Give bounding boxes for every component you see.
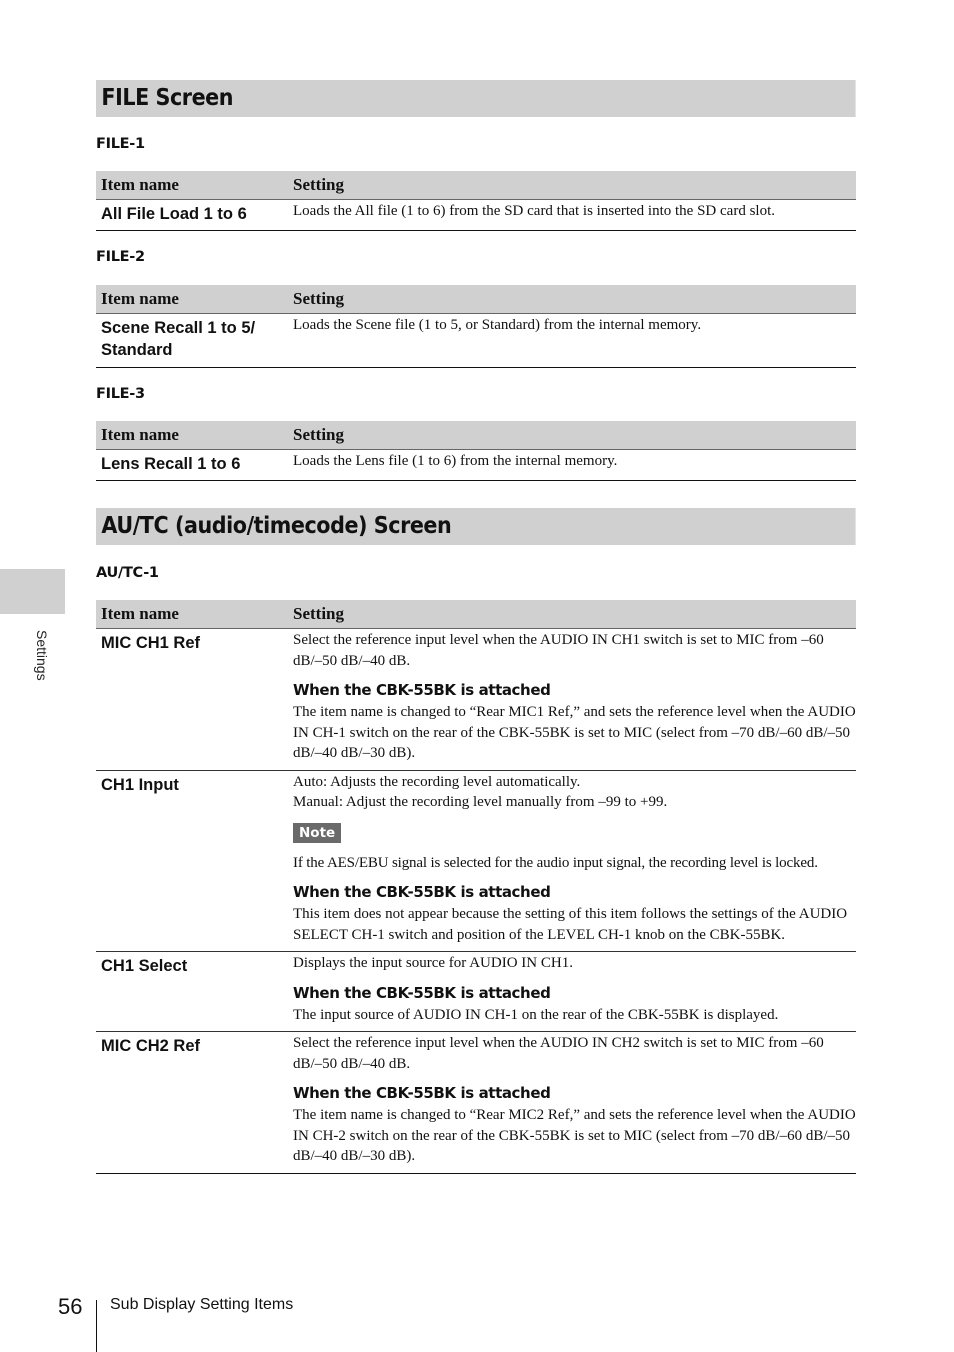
setting-description <box>288 314 856 368</box>
item-name: CH1 Select <box>96 952 288 1032</box>
note-text: If the AES/EBU signal is selected for the audio input signal, the recording level is locked. <box>293 854 818 871</box>
item-name: Scene Recall 1 to 5/ Standard <box>96 314 288 368</box>
table-row <box>96 952 856 1032</box>
file-2-table <box>96 285 856 368</box>
table-header-row <box>96 421 856 450</box>
column-header-setting: Setting <box>288 600 856 629</box>
column-header-setting: Setting <box>288 171 856 200</box>
note-badge: Note <box>293 823 341 843</box>
item-name: CH1 Input <box>96 770 288 952</box>
section-title-autc: AU/TC (audio/timecode) Screen <box>96 508 856 545</box>
table-row <box>96 450 856 481</box>
setting-description <box>288 629 856 771</box>
subhead-file-2: FILE-2 <box>96 249 145 265</box>
subhead-file-3: FILE-3 <box>96 386 145 402</box>
item-name: MIC CH1 Ref <box>96 629 288 771</box>
cbk-attached-text: This item does not appear because the setting of this item follows the settings of the AUDIO SELECT CH-1 switch and position of the LEVEL CH-1 knob on the CBK-55BK. <box>293 906 848 943</box>
column-header-item-name: Item name <box>96 600 288 629</box>
setting-description <box>288 450 856 481</box>
cbk-attached-heading: When the CBK-55BK is attached <box>293 1084 551 1102</box>
description-text: Loads the Lens file (1 to 6) from the internal memory. <box>293 453 618 469</box>
file-1-table <box>96 171 856 231</box>
footer-title: Sub Display Setting Items <box>110 1296 294 1313</box>
column-header-item-name: Item name <box>96 421 288 450</box>
description-text: Auto: Adjusts the recording level automatically. <box>293 773 581 790</box>
setting-description <box>288 200 856 231</box>
description-text: Displays the input source for AUDIO IN CH1. <box>293 955 573 971</box>
column-header-item-name: Item name <box>96 171 288 200</box>
column-header-setting: Setting <box>288 421 856 450</box>
column-header-item-name: Item name <box>96 285 288 314</box>
item-name: MIC CH2 Ref <box>96 1032 288 1174</box>
table-header-row <box>96 285 856 314</box>
setting-description <box>288 770 856 952</box>
cbk-attached-text: The input source of AUDIO IN CH-1 on the rear of the CBK-55BK is displayed. <box>293 1006 779 1023</box>
table-header-row <box>96 171 856 200</box>
item-name: Lens Recall 1 to 6 <box>96 450 288 481</box>
setting-description <box>288 952 856 1032</box>
table-row <box>96 1032 856 1174</box>
description-text: Manual: Adjust the recording level manually from –99 to +99. <box>293 794 668 810</box>
description-text: Select the reference input level when the AUDIO IN CH2 switch is set to MIC from –60 dB/–50 dB/–40 dB. <box>293 1035 824 1072</box>
description-text: Loads the All file (1 to 6) from the SD card that is inserted into the SD card slot. <box>293 203 775 219</box>
column-header-setting: Setting <box>288 285 856 314</box>
side-tab <box>0 569 65 614</box>
cbk-attached-heading: When the CBK-55BK is attached <box>293 681 551 699</box>
table-header-row <box>96 600 856 629</box>
subhead-autc-1: AU/TC-1 <box>96 565 159 581</box>
footer-divider <box>96 1300 97 1352</box>
description-text: Select the reference input level when the AUDIO IN CH1 switch is set to MIC from –60 dB/–50 dB/–40 dB. <box>293 632 824 669</box>
autc-1-table <box>96 600 856 1174</box>
cbk-attached-heading: When the CBK-55BK is attached <box>293 983 551 1002</box>
section-title-file: FILE Screen <box>96 80 856 117</box>
page-number: 56 <box>58 1294 83 1319</box>
subhead-file-1: FILE-1 <box>96 136 145 152</box>
cbk-attached-heading: When the CBK-55BK is attached <box>293 883 551 901</box>
item-name: All File Load 1 to 6 <box>96 200 288 231</box>
table-row <box>96 770 856 952</box>
table-row <box>96 200 856 231</box>
page-content <box>96 80 856 1174</box>
file-3-table <box>96 421 856 481</box>
cbk-attached-text: The item name is changed to “Rear MIC1 Ref,” and sets the reference level when the AUDIO IN CH-1 switch on the rear of the CBK-55BK is set to MIC (select from –70 dB/–60 dB/–50 dB/–40 dB/–30 dB). <box>293 704 856 761</box>
cbk-attached-text: The item name is changed to “Rear MIC2 Ref,” and sets the reference level when the AUDIO IN CH-2 switch on the rear of the CBK-55BK is set to MIC (select from –70 dB/–60 dB/–50 dB/–40 dB/–30 dB). <box>293 1107 856 1164</box>
table-row <box>96 629 856 771</box>
description-text: Loads the Scene file (1 to 5, or Standard) from the internal memory. <box>293 317 702 333</box>
setting-description <box>288 1032 856 1174</box>
side-tab-label: Settings <box>34 630 50 681</box>
table-row <box>96 314 856 368</box>
